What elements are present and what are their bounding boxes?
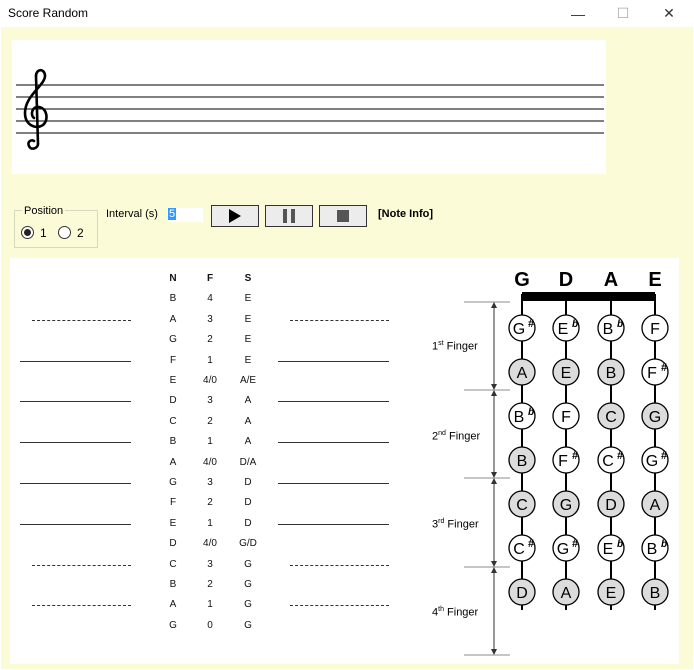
note-label: G (559, 497, 573, 514)
note-label: E (560, 365, 572, 382)
staff-svg (12, 40, 606, 174)
finger-ordinal: th (438, 606, 444, 613)
table-cell: 1 (207, 517, 213, 529)
table-cell: A/E (239, 375, 257, 386)
note-label: E (602, 541, 614, 558)
close-button[interactable] (646, 0, 692, 27)
table-header: N (169, 273, 177, 284)
string-name: A (603, 269, 619, 291)
note-label: G (556, 541, 570, 558)
table-cell: A (169, 313, 177, 325)
arrow-up-icon (491, 478, 497, 484)
note-accidental: b (661, 539, 668, 550)
finger-number: 3 (432, 518, 439, 531)
note-label: A (560, 585, 572, 602)
finger-ordinal: rd (438, 518, 445, 525)
nut-bar (522, 292, 655, 301)
position-radio-1-label: 1 (40, 226, 47, 240)
note-label: C (605, 409, 617, 426)
table-cell: E (244, 293, 252, 305)
table-cell: 1 (207, 599, 213, 611)
table-cell: 1 (207, 436, 213, 448)
note-label: F (647, 365, 657, 382)
note-label: G (512, 321, 526, 338)
note-label: D (516, 585, 528, 602)
table-cell: E (169, 375, 177, 386)
table-cell: E (244, 334, 252, 346)
table-cell: G/D (239, 538, 257, 550)
note-label: G (648, 409, 662, 426)
note-label: D (605, 497, 617, 514)
arrow-down-icon (491, 472, 497, 478)
table-cell: A (169, 599, 177, 611)
stop-button[interactable] (319, 205, 367, 227)
arrow-up-icon (491, 390, 497, 396)
finger-label (432, 340, 478, 353)
table-cell: G (244, 599, 252, 611)
note-label: A (649, 497, 661, 514)
arrow-up-icon (491, 302, 497, 308)
string-name: E (648, 269, 662, 291)
table-cell: E (244, 313, 252, 325)
table-cell: D (169, 395, 177, 407)
note-label: B (646, 541, 658, 558)
table-cell: E (169, 517, 177, 529)
table-cell: B (169, 579, 177, 590)
stop-icon (336, 209, 350, 223)
table-cell: C (169, 558, 177, 570)
table-cell: A (244, 436, 252, 448)
note-label: E (557, 321, 569, 338)
note-accidental: # (528, 318, 535, 330)
table-cell: B (169, 293, 177, 305)
position-radio-2-label: 2 (77, 226, 84, 240)
fingerboard-diagram (10, 258, 679, 664)
finger-label (432, 606, 478, 619)
position-radio-1[interactable] (21, 226, 34, 239)
table-cell: 2 (207, 579, 213, 590)
table-cell: 4 (207, 293, 213, 305)
table-cell: 2 (207, 334, 213, 346)
table-cell: 3 (207, 477, 213, 488)
maximize-button[interactable] (600, 0, 646, 27)
table-cell: 2 (207, 415, 213, 427)
minimize-button[interactable] (555, 0, 601, 27)
note-label: E (605, 585, 617, 602)
string-name: D (558, 269, 574, 291)
note-label: C (516, 497, 528, 514)
arrow-down-icon (491, 649, 497, 655)
table-cell: 2 (207, 497, 213, 509)
table-cell: B (169, 436, 177, 448)
note-label: B (513, 409, 525, 426)
note-label: B (605, 365, 617, 382)
arrow-down-icon (491, 384, 497, 390)
table-cell: C (169, 415, 177, 427)
table-cell: D (169, 538, 177, 550)
note-accidental: # (572, 450, 579, 462)
table-cell: F (169, 354, 177, 366)
position-legend: Position (24, 205, 64, 217)
note-label: F (558, 453, 568, 470)
pause-button[interactable] (265, 205, 313, 227)
note-accidental: # (617, 450, 624, 462)
table-header: S (244, 273, 252, 284)
table-cell: F (169, 497, 177, 509)
table-cell: 4/0 (203, 538, 217, 550)
table-header: F (206, 273, 214, 284)
maximize-icon: ☐ (616, 5, 630, 21)
note-accidental: # (661, 450, 668, 462)
score-staff-panel (12, 40, 606, 174)
table-cell: D (244, 517, 252, 529)
note-info-label: [Note Info] (378, 208, 433, 220)
finger-ordinal: st (438, 340, 444, 347)
position-radio-2[interactable] (58, 226, 71, 239)
table-cell: 3 (207, 313, 213, 325)
arrow-up-icon (491, 567, 497, 573)
table-cell: G (244, 579, 252, 590)
interval-label: Interval (s) (106, 208, 158, 220)
window-title: Score Random (8, 6, 89, 20)
finger-word: Finger (447, 518, 479, 531)
close-icon: ✕ (663, 5, 675, 21)
note-label: A (516, 365, 528, 382)
table-cell: A (244, 395, 252, 407)
table-cell: G (169, 619, 177, 631)
note-label: G (645, 453, 659, 470)
note-accidental: # (572, 538, 579, 550)
interval-input[interactable] (167, 208, 203, 222)
finger-label (432, 430, 480, 443)
note-accidental: b (617, 319, 624, 330)
note-label: F (650, 321, 660, 338)
finger-word: Finger (447, 606, 479, 619)
title-bar (0, 0, 694, 27)
table-cell: 3 (207, 395, 213, 407)
minimize-icon: — (571, 5, 585, 22)
pause-icon (282, 209, 296, 223)
notes-chart-panel (10, 258, 679, 664)
note-accidental: b (528, 407, 535, 418)
arrow-down-icon (491, 561, 497, 567)
table-cell: G (244, 558, 252, 570)
note-accidental: b (617, 539, 624, 550)
note-accidental: # (528, 538, 535, 550)
table-cell: 0 (207, 619, 213, 631)
finger-number: 1 (432, 340, 439, 353)
table-cell: G (244, 619, 252, 631)
note-label: C (513, 541, 525, 558)
finger-word: Finger (446, 340, 478, 353)
table-cell: 1 (207, 354, 213, 366)
note-label: B (649, 585, 661, 602)
table-cell: G (169, 477, 177, 488)
table-cell: 4/0 (203, 456, 217, 468)
note-label: F (561, 409, 571, 426)
note-label: C (602, 453, 614, 470)
note-label: B (516, 453, 528, 470)
note-accidental: # (661, 362, 668, 374)
table-cell: A (169, 456, 177, 468)
note-accidental: b (572, 319, 579, 330)
interval-value: 5 (169, 208, 176, 220)
table-cell: A (244, 415, 252, 427)
finger-word: Finger (448, 430, 481, 443)
finger-label (432, 518, 479, 531)
table-cell: E (244, 354, 252, 366)
table-cell: G (169, 334, 177, 346)
finger-number: 2 (432, 430, 439, 443)
table-cell: 3 (207, 558, 213, 570)
table-cell: 4/0 (203, 375, 217, 386)
finger-number: 4 (432, 606, 439, 619)
play-button[interactable] (211, 205, 259, 227)
table-cell: D/A (239, 456, 257, 468)
table-cell: D (244, 497, 252, 509)
note-label: B (602, 321, 614, 338)
string-name: G (514, 269, 530, 291)
finger-ordinal: nd (438, 430, 446, 437)
play-icon (228, 209, 242, 223)
table-cell: D (244, 477, 252, 488)
